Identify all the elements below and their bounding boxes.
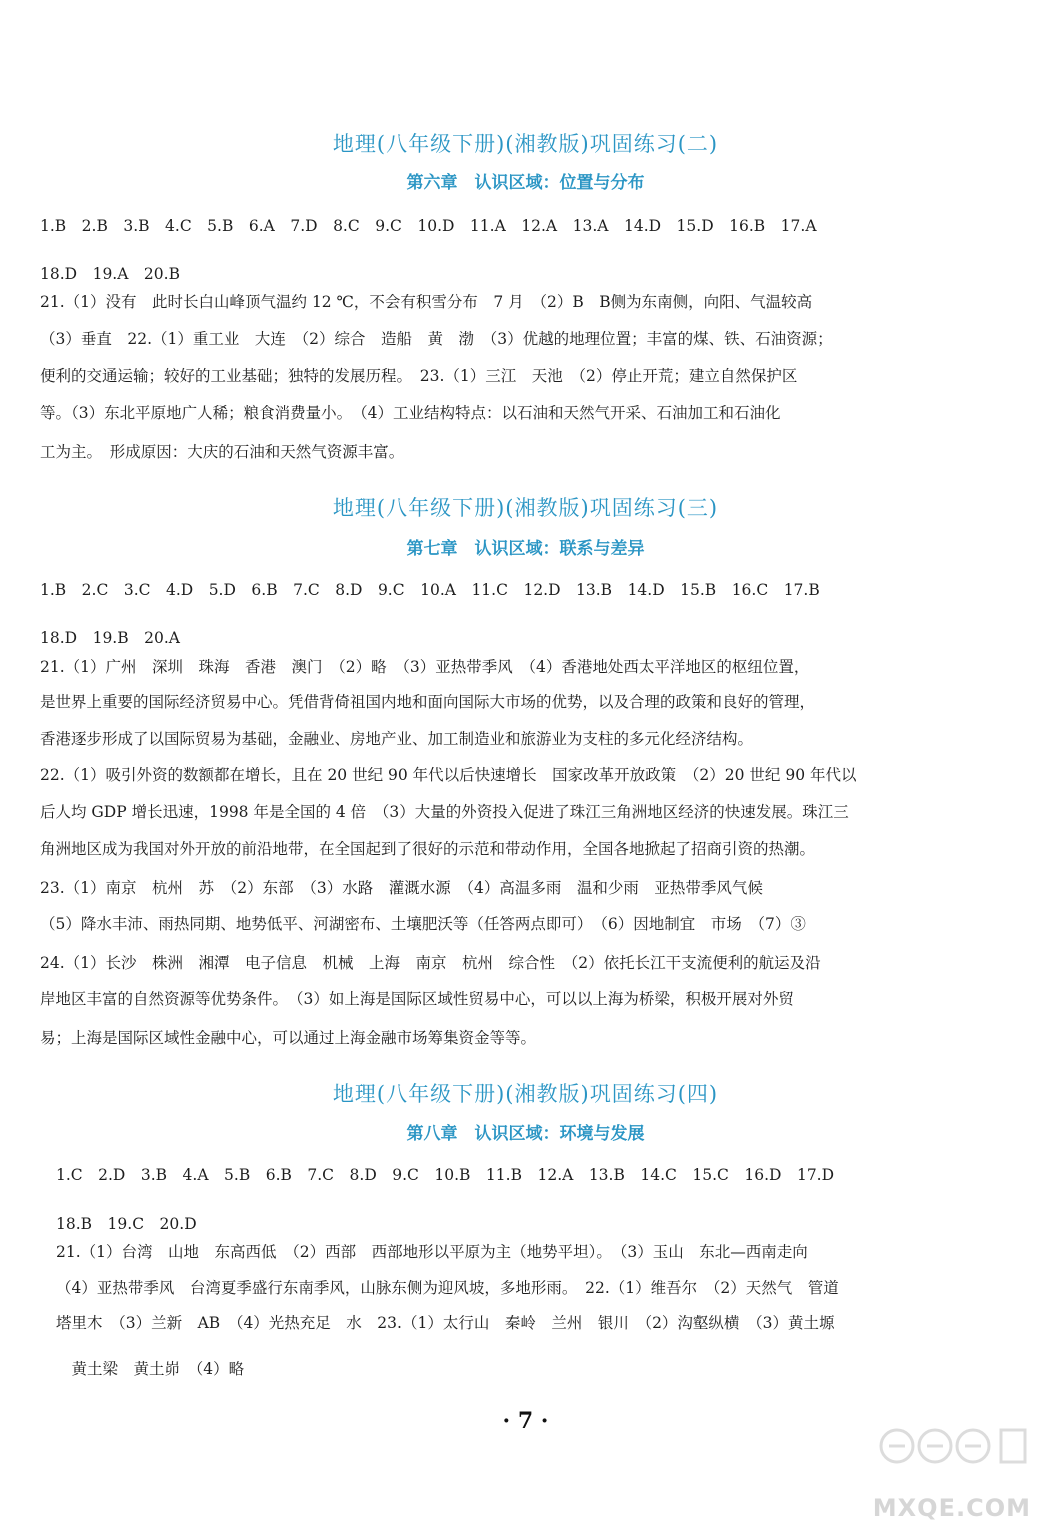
- answer-line: 18.D 19.B 20.A: [40, 629, 180, 647]
- answer-line: 1.B 2.B 3.B 4.C 5.B 6.A 7.D 8.C 9.C 10.D 11.A 12.A 13.A 14.D 15.D 16.B 17.A: [40, 217, 817, 235]
- answer-line: 黄土梁 黄土峁 （4）略: [56, 1360, 245, 1378]
- section-title: 地理(八年级下册)(湘教版)巩固练习(三): [332, 496, 719, 520]
- answer-line: 18.B 19.C 20.D: [56, 1215, 197, 1233]
- chapter-heading: 第六章 认识区域：位置与分布: [406, 173, 645, 193]
- chapter-heading: 第八章 认识区域：环境与发展: [406, 1124, 645, 1144]
- answer-line: 塔里木 （3）兰新 AB （4）光热充足 水 23.（1）太行山 秦岭 兰州 银川 （2）沟壑纵横 （3）黄土塬: [56, 1314, 835, 1332]
- answer-line: 22.（1）吸引外资的数额都在增长，且在 20 世纪 90 年代以后快速增长 国家改革开放政策 （2）20 世纪 90 年代以: [40, 766, 857, 784]
- answer-line: 角洲地区成为我国对外开放的前沿地带，在全国起到了很好的示范和带动作用，全国各地掀起了招商引资的热潮。: [40, 840, 816, 858]
- answer-line: 岸地区丰富的自然资源等优势条件。 （3）如上海是国际区域性贸易中心，可以以上海为桥梁，积极开展对外贸: [40, 990, 794, 1008]
- chapter-heading: 第七章 认识区域：联系与差异: [406, 539, 645, 559]
- answer-line: 工为主。 形成原因：大庆的石油和天然气资源丰富。: [40, 443, 405, 461]
- page-number: · 7 ·: [502, 1408, 549, 1434]
- answer-line: （5）降水丰沛、雨热同期、地势低平、河湖密布、土壤肥沃等（任答两点即可） （6）因地制宜 市场 （7）③: [40, 915, 806, 933]
- answer-line: 1.C 2.D 3.B 4.A 5.B 6.B 7.C 8.D 9.C 10.B 11.B 12.A 13.B 14.C 15.C 16.D 17.D: [56, 1166, 835, 1184]
- answer-line: 是世界上重要的国际经济贸易中心。凭借背倚祖国内地和面向国际大市场的优势，以及合理的政策和良好的管理，: [40, 693, 816, 711]
- answer-line: 香港逐步形成了以国际贸易为基础，金融业、房地产业、加工制造业和旅游业为支柱的多元化经济结构。: [40, 730, 754, 748]
- answer-line: 21.（1）广州 深圳 珠海 香港 澳门 （2）略 （3）亚热带季风 （4）香港地处西太平洋地区的枢纽位置，: [40, 658, 810, 676]
- answer-line: （4）亚热带季风 台湾夏季盛行东南季风，山脉东侧为迎风坡，多地形雨。 22.（1）维吾尔 （2）天然气 管道: [56, 1279, 839, 1297]
- answer-line: 后人均 GDP 增长迅速，1998 年是全国的 4 倍 （3）大量的外资投入促进了珠江三角洲地区经济的快速发展。珠江三: [40, 803, 849, 821]
- answer-line: 23.（1）南京 杭州 苏 （2）东部 （3）水路 灌溉水源 （4）高温多雨 温和少雨 亚热带季风气候: [40, 879, 763, 897]
- answer-line: 1.B 2.C 3.C 4.D 5.D 6.B 7.C 8.D 9.C 10.A 11.C 12.D 13.B 14.D 15.B 16.C 17.B: [40, 581, 820, 599]
- answer-line: 等。（3）东北平原地广人稀；粮食消费量小。 （4）工业结构特点：以石油和天然气开采、石油加工和石油化: [40, 404, 781, 422]
- answer-line: 21.（1）没有 此时长白山峰顶气温约 12 ℃，不会有积雪分布 7 月 （2）B B侧为东南侧，向阳、气温较高: [40, 293, 813, 311]
- answer-line: 21.（1）台湾 山地 东高西低 （2）西部 西部地形以平原为主（地势平坦）。 （3）玉山 东北—西南走向: [56, 1243, 808, 1261]
- section-title: 地理(八年级下册)(湘教版)巩固练习(四): [332, 1082, 719, 1106]
- answer-line: 易；上海是国际区域性金融中心，可以通过上海金融市场筹集资金等等。: [40, 1029, 537, 1047]
- watermark-text: MXQE.COM: [872, 1494, 1031, 1522]
- answer-line: 24.（1）长沙 株洲 湘潭 电子信息 机械 上海 南京 杭州 综合性 （2）依托长江干支流便利的航运及沿: [40, 954, 821, 972]
- answer-line: 18.D 19.A 20.B: [40, 265, 180, 283]
- section-title: 地理(八年级下册)(湘教版)巩固练习(二): [332, 132, 719, 156]
- answer-line: 便利的交通运输；较好的工业基础；独特的发展历程。 23.（1）三江 天池 （2）停止开荒；建立自然保护区: [40, 367, 798, 385]
- answer-line: （3）垂直 22.（1）重工业 大连 （2）综合 造船 黄 渤 （3）优越的地理位置；丰富的煤、铁、石油资源；: [40, 330, 833, 348]
